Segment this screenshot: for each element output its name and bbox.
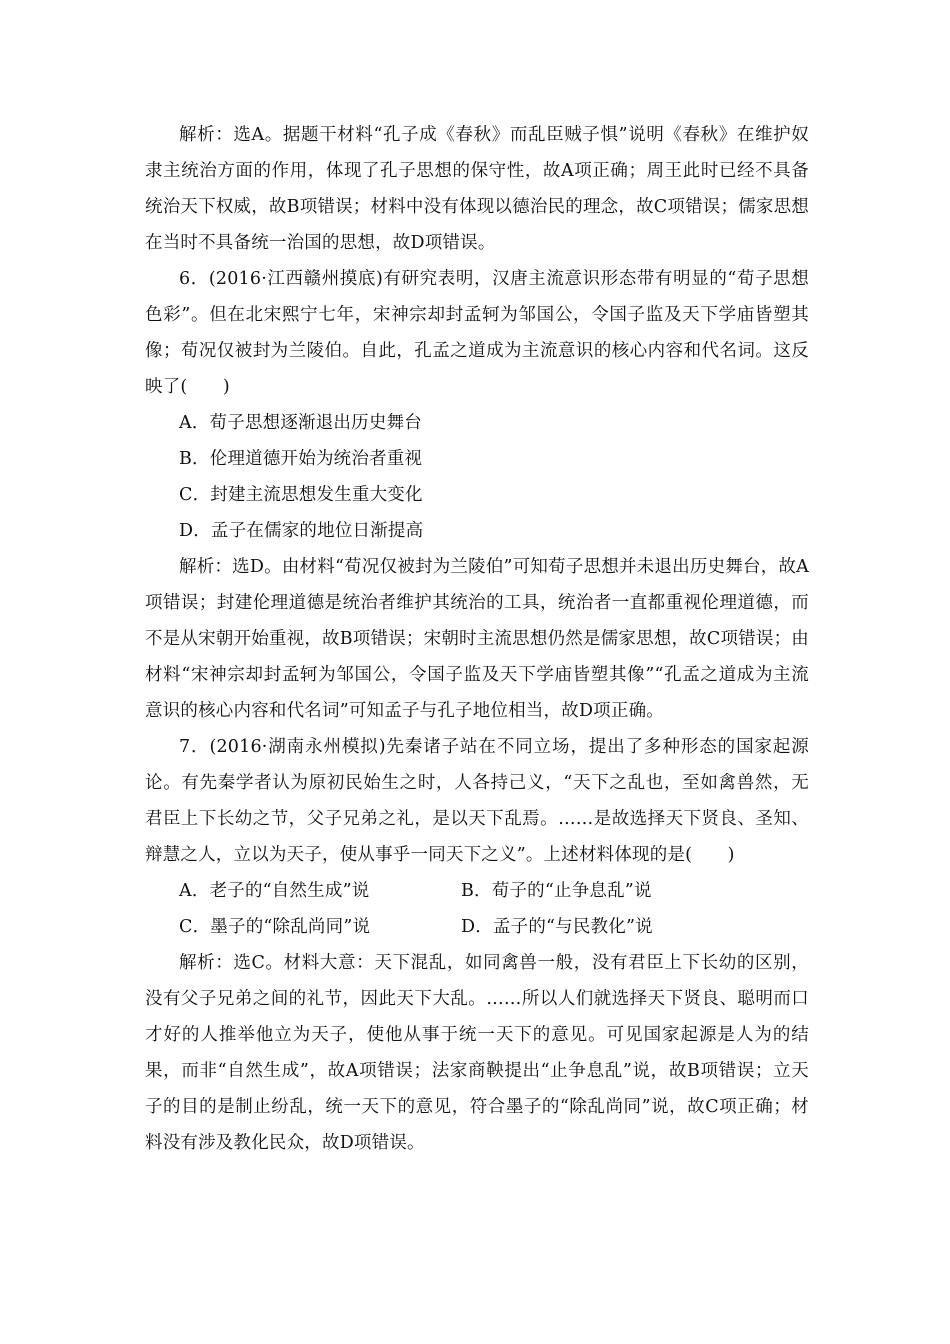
document-body [145,117,809,1161]
q7-option-a: A．老子的“自然生成”说 [179,881,370,901]
q6-stem: 6．(2016·江西赣州摸底)有研究表明，汉唐主流意识形态带有明显的“荀子思想色彩”。但在北宋熙宁七年，宋神宗却封孟轲为邹国公，令国子监及天下学庙皆塑其像；荀况仅被封为兰陵伯。自此，孔孟之道成为主流意识的核心内容和代名词。这反映了( ) [145,269,809,397]
q7-analysis: 解析：选C。材料大意：天下混乱，如同禽兽一般，没有君臣上下长幼的区别，没有父子兄弟之间的礼节，因此天下大乱。……所以人们就选择天下贤良、聪明而口才好的人推举他立为天子，使他从事于统一天下的意见。可见国家起源是人为的结果，而非“自然生成”，故A项错误；法家商鞅提出“止争息乱”说，故B项错误；立天子的目的是制止纷乱，统一天下的意见，符合墨子的“除乱尚同”说，故C项正确；材料没有涉及教化民众，故D项错误。 [145,953,809,1153]
q6-option-d: D．孟子在儒家的地位日渐提高 [179,521,424,541]
q7-options-row-1 [145,873,809,909]
q7-option-c: C．墨子的“除乱尚同”说 [179,917,371,937]
q6-analysis: 解析：选D。由材料“荀况仅被封为兰陵伯”可知荀子思想并未退出历史舞台，故A项错误；封建伦理道德是统治者维护其统治的工具，统治者一直都重视伦理道德，而不是从宋朝开始重视，故B项错误；宋朝时主流思想仍然是儒家思想，故C项错误；由材料“宋神宗却封孟轲为邹国公，令国子监及天下学庙皆塑其像”“孔孟之道成为主流意识的核心内容和代名词”可知孟子与孔子地位相当，故D项正确。 [145,557,809,721]
q6-option-b: B．伦理道德开始为统治者重视 [179,449,423,469]
q7-stem: 7．(2016·湖南永州模拟)先秦诸子站在不同立场，提出了多种形态的国家起源论。有先秦学者认为原初民始生之时，人各持己义，“天下之乱也，至如禽兽然，无君臣上下长幼之节，父子兄弟之礼，是以天下乱焉。……是故选择天下贤良、圣知、辩慧之人，立以为天子，使从事乎一同天下之义”。上述材料体现的是( ) [145,737,809,865]
q7-option-b: B．荀子的“止争息乱”说 [461,881,652,901]
q7-options-row-2 [145,909,809,945]
q6-option-c: C．封建主流思想发生重大变化 [179,485,423,505]
q7-option-d: D．孟子的“与民教化”说 [461,917,653,937]
q6-option-a: A．荀子思想逐渐退出历史舞台 [179,413,422,433]
q5-analysis: 解析：选A。据题干材料“孔子成《春秋》而乱臣贼子惧”说明《春秋》在维护奴隶主统治方面的作用，体现了孔子思想的保守性，故A项正确；周王此时已经不具备统治天下权威，故B项错误；材料中没有体现以德治民的理念，故C项错误；儒家思想在当时不具备统一治国的思想，故D项错误。 [145,125,809,253]
